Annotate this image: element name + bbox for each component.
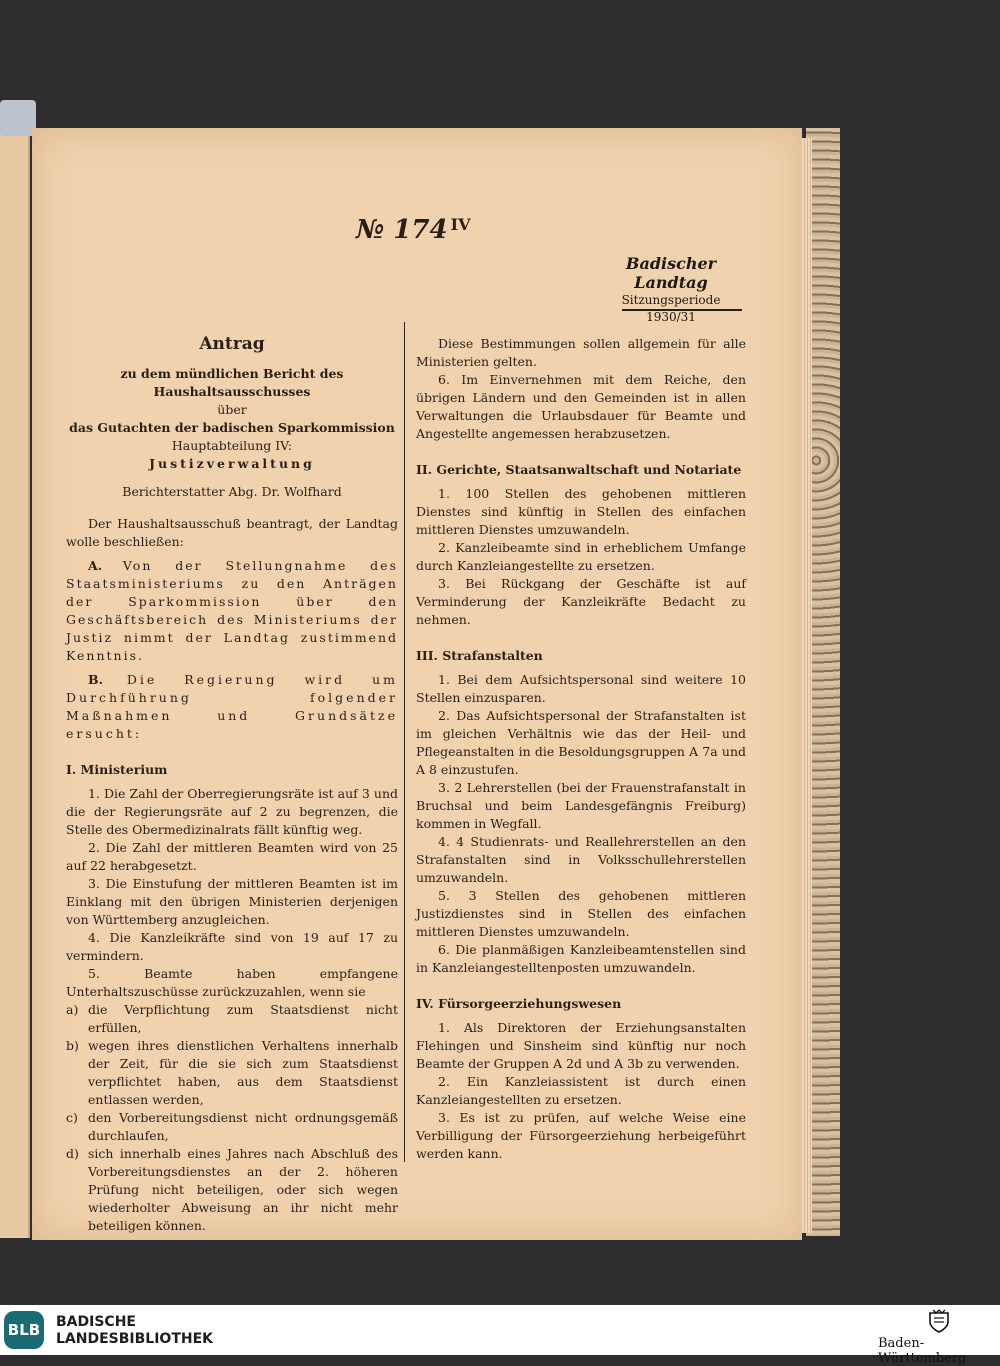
list-item-label: b) <box>66 1038 79 1053</box>
section-2-item-1: 1. 100 Stellen des gehobenen mittleren Dienstes sind künftig in Stellen des einfachen mittleren Dienstes umzuwandeln. <box>416 486 746 537</box>
list-item-text: die Verpflichtung zum Staatsdienst nicht erfüllen, <box>88 1002 398 1035</box>
continuation-paragraph: Diese Bestimmungen sollen allgemein für alle Ministerien gelten. <box>416 336 746 369</box>
section-2-item-3: 3. Bei Rückgang der Geschäfte ist auf Verminderung der Kanzleikräfte Bedacht zu nehmen. <box>416 576 746 627</box>
section-3-item-6: 6. Die planmäßigen Kanzleibeamtenstellen sind in Kanzleiangestelltenposten umzuwandeln. <box>416 942 746 975</box>
section-3-item-1: 1. Bei dem Aufsichtspersonal sind weitere 10 Stellen einzusparen. <box>416 672 746 705</box>
section-3-item-4: 4. 4 Studienrats- und Reallehrerstellen an den Strafanstalten sind in Volksschullehrerstellen umzuwandeln. <box>416 834 746 885</box>
right-column <box>416 335 746 1163</box>
section-3-item-5: 5. 3 Stellen des gehobenen mittleren Justizdienstes sind in Stellen des einfachen mittleren Dienstes umzuwandeln. <box>416 888 746 939</box>
stamp-line3: 1930/31 <box>646 310 696 324</box>
motion-title: Antrag <box>199 334 265 354</box>
document-number-main: № 174 <box>356 215 448 245</box>
section-1-item-4: 4. Die Kanzleikräfte sind von 19 auf 17 zu vermindern. <box>66 930 398 963</box>
motion-subtitle-2: über <box>217 402 247 417</box>
bw-label[interactable]: Baden-Württemberg <box>878 1336 967 1366</box>
stamp-line1: Badischer Landtag <box>625 254 717 292</box>
paragraph-b-label: B. <box>88 672 103 687</box>
section-4-item-2: 2. Ein Kanzleiassistent ist durch einen Kanzleiangestellten zu ersetzen. <box>416 1074 746 1107</box>
blb-name-line2: LANDESBIBLIOTHEK <box>56 1331 214 1347</box>
paragraph-b-text: Die Regierung wird um Durchführung folgender Maßnahmen und Grundsätze ersucht: <box>66 672 398 741</box>
document-number-suffix: IV <box>450 215 471 234</box>
paragraph-a-text: Von der Stellungnahme des Staatsministeriums zu den Anträgen der Sparkommission über den Geschäftsbereich des Ministeriums der Justiz nimmt der Landtag zustimmend Kenntnis. <box>66 558 398 663</box>
section-3-heading: III. Strafanstalten <box>416 648 543 663</box>
list-item-label: d) <box>66 1146 79 1161</box>
section-4-item-3: 3. Es ist zu prüfen, auf welche Weise eine Verbilligung der Fürsorgeerziehung herbeigeführt werden kann. <box>416 1110 746 1161</box>
column-divider <box>404 322 405 1162</box>
list-item-label: c) <box>66 1110 78 1125</box>
footer-bar <box>0 1305 1000 1366</box>
section-4-item-1: 1. Als Direktoren der Erziehungsanstalten Flehingen und Sinsheim sind künftig nur noch Beamte der Gruppen A 2d und A 3b zu verwenden. <box>416 1020 746 1071</box>
binding-clip <box>0 100 36 136</box>
blb-name-line1: BADISCHE <box>56 1314 136 1330</box>
left-page-edge <box>0 118 30 1238</box>
section-1-item-6: 6. Im Einvernehmen mit dem Reiche, den übrigen Ländern und den Gemeinden ist in allen Verwaltungen die Urlaubsdauer für Beamte und Angestellte angemessen herabzusetzen. <box>416 372 746 441</box>
section-2-heading: II. Gerichte, Staatsanwaltschaft und Notariate <box>416 462 742 477</box>
coat-of-arms-icon <box>926 1308 952 1334</box>
list-item-text: den Vorbereitungsdienst nicht ordnungsgemäß durchlaufen, <box>88 1110 398 1143</box>
list-item-label: a) <box>66 1002 79 1017</box>
document-number <box>356 215 471 245</box>
section-3-item-2: 2. Das Aufsichtspersonal der Strafanstalten ist im gleichen Verhältnis wie das der Heil- und Pflegeanstalten in die Besoldungsgruppen A 7a und A 8 einzustufen. <box>416 708 746 777</box>
section-1-item-2: 2. Die Zahl der mittleren Beamten wird von 25 auf 22 herabgesetzt. <box>66 840 398 873</box>
section-1-item-1: 1. Die Zahl der Oberregierungsräte ist auf 3 und die der Regierungsräte auf 2 zu begrenzen, die Stelle des Obermedizinalrats fällt künftig weg. <box>66 786 398 837</box>
intro-paragraph: Der Haushaltsausschuß beantragt, der Landtag wolle beschließen: <box>66 516 398 549</box>
blb-name <box>56 1314 213 1348</box>
list-item <box>66 1037 398 1109</box>
motion-subtitle-5: Justizverwaltung <box>149 456 315 471</box>
motion-subtitle-3: das Gutachten der badischen Sparkommission <box>69 420 395 435</box>
reporter-line: Berichterstatter Abg. Dr. Wolfhard <box>122 484 342 499</box>
list-item <box>66 1001 398 1037</box>
paragraph-a-label: A. <box>88 558 103 573</box>
blb-logo[interactable]: BLB <box>4 1311 44 1349</box>
section-4-heading: IV. Fürsorgeerziehungswesen <box>416 996 622 1011</box>
motion-subtitle-1: zu dem mündlichen Bericht des Haushaltsausschusses <box>120 366 344 399</box>
motion-subtitle-4: Hauptabteilung IV: <box>171 438 293 453</box>
paragraph-a <box>66 557 398 665</box>
section-3-item-3: 3. 2 Lehrerstellen (bei der Frauenstrafanstalt in Bruchsal und beim Landesgefängnis Freiburg) kommen in Wegfall. <box>416 780 746 831</box>
stamp-line2: Sitzungsperiode <box>621 293 721 307</box>
list-item <box>66 1109 398 1145</box>
section-1-item-3: 3. Die Einstufung der mittleren Beamten ist im Einklang mit den übrigen Ministerien derjenigen von Württemberg anzugleichen. <box>66 876 398 927</box>
list-item-text: sich innerhalb eines Jahres nach Abschluß des Vorbereitungsdienstes an der 2. höheren Prüfung nicht beteiligen, oder sich wegen wiederholter Abweisung an ihr nicht mehr beteiligen können. <box>88 1146 398 1233</box>
list-item <box>66 1145 398 1235</box>
paragraph-b <box>66 671 398 743</box>
stamp-underline <box>622 309 742 311</box>
section-2-item-2: 2. Kanzleibeamte sind in erheblichem Umfange durch Kanzleiangestellte zu ersetzen. <box>416 540 746 573</box>
list-item-text: wegen ihres dienstlichen Verhaltens innerhalb der Zeit, für die sie sich zum Staatsdienst verpflichtet haben, aus dem Staatsdienst entlassen werden, <box>88 1038 398 1107</box>
section-1-heading: I. Ministerium <box>66 762 168 777</box>
left-column <box>66 335 398 1235</box>
section-1-item-5: 5. Beamte haben empfangene Unterhaltszuschüsse zurückzuzahlen, wenn sie <box>66 966 398 999</box>
landtag-stamp <box>596 254 746 326</box>
